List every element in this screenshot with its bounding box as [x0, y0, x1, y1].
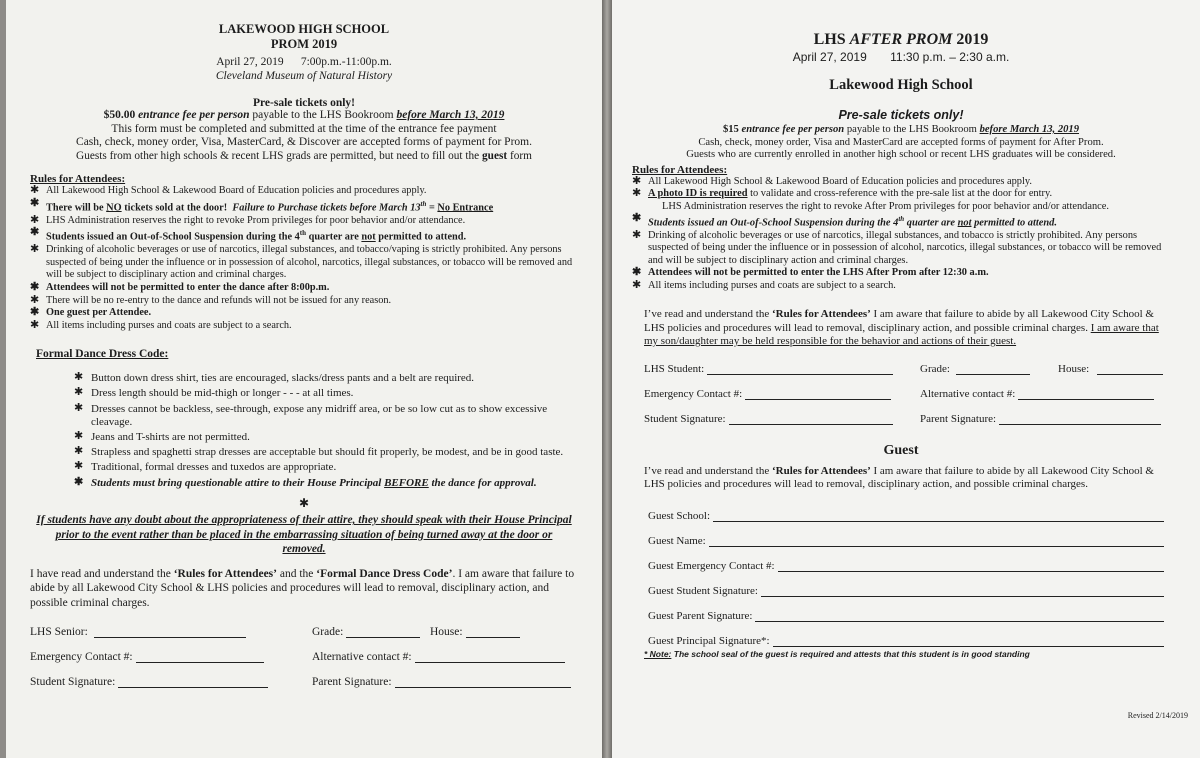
contact-row	[632, 388, 1170, 400]
event-date-time: April 27, 2019 7:00p.m.-11:00p.m.	[216, 56, 392, 68]
guest-school-field[interactable]: Guest School:	[632, 510, 1170, 522]
ornament-icon: ✱	[298, 496, 310, 511]
event-date-time: April 27, 2019 11:30 p.m. – 2:30 a.m.	[792, 50, 1010, 64]
guest-acknowledgement: I’ve read and understand the ‘Rules for Attendees’ I am aware that failure to abide by all Lakewood City School & LHS policies and procedures will lead to removal, disciplinary action, and possible criminal charges.	[644, 464, 1154, 491]
dress-item: ✱ Students must bring questionable attire to their House Principal BEFORE the dance for approval.	[74, 475, 537, 489]
dress-item: ✱ Dresses cannot be backless, see-through, expose any midriff area, or be so low cut as to show excessive cleavage.	[74, 401, 548, 429]
rule-item: ✱ Drinking of alcoholic beverages or use of narcotics, illegal substances, and tobacco/vaping is strictly prohibited. Any persons suspected of being under the influence or in possession of alcohol, narcotics, illegal substances, or tobacco will be removed and will be subject to disciplinary action and criminal charges.	[30, 243, 573, 281]
bullet-icon: ✱	[632, 228, 642, 241]
prom-form-sheet	[6, 0, 602, 758]
senior-row	[30, 626, 578, 638]
bullet-icon: ✱	[30, 226, 40, 239]
school-title: LAKEWOOD HIGH SCHOOL	[218, 22, 390, 36]
rule-item: ✱ A photo ID is required to validate and cross-reference with the pre-sale list at the door for entry. LHS Administration reserves the right to revoke After Prom privileges for poor behavior and/or attendance.	[632, 187, 1109, 212]
guest-student-signature-field[interactable]: Guest Student Signature:	[632, 585, 1170, 597]
event-venue: Cleveland Museum of Natural History	[215, 70, 393, 82]
signature-row	[30, 676, 578, 688]
bullet-icon: ✱	[74, 386, 84, 399]
dress-item: ✱ Button down dress shirt, ties are encouraged, slacks/dress pants and a belt are required.	[74, 371, 475, 385]
rules-heading: Rules for Attendees:	[632, 163, 728, 176]
signature-row	[632, 413, 1170, 425]
bullet-icon: ✱	[74, 445, 84, 458]
guest-heading: Guest	[883, 442, 919, 458]
rule-item: ✱ Drinking of alcoholic beverages or use of narcotics, illegal substances, and tobacco is strictly prohibited. Any persons suspected of being under the influence or in possession of alcohol, narcotics, illegal substances, or tobacco will be removed and will be subject to disciplinary action and criminal charges.	[632, 228, 1162, 266]
after-prom-title: LHS AFTER PROM 2019	[813, 31, 989, 48]
bullet-icon: ✱	[74, 371, 84, 384]
house-field[interactable]: House:	[430, 626, 520, 638]
grade-field[interactable]: Grade:	[920, 363, 1058, 375]
bullet-icon: ✱	[30, 184, 40, 196]
rule-item: ✱ LHS Administration reserves the right to revoke Prom privileges for poor behavior and/or attendance.	[30, 213, 466, 226]
parent-signature-field[interactable]: Parent Signature:	[312, 676, 571, 688]
bullet-icon: ✱	[74, 430, 84, 443]
rule-item: ✱ Students issued an Out-of-School Suspension during the 4th quarter are not permitted to attend.	[632, 212, 1057, 229]
emergency-contact-field[interactable]: Emergency Contact #:	[30, 651, 312, 663]
house-field[interactable]: House:	[1058, 363, 1163, 375]
bullet-icon: ✱	[632, 187, 642, 200]
rule-item: ✱ All items including purses and coats are subject to a search.	[632, 278, 896, 291]
rule-item: ✱ All Lakewood High School & Lakewood Board of Education policies and procedures apply.	[30, 184, 427, 196]
bullet-icon: ✱	[30, 281, 40, 293]
guest-principal-signature-field[interactable]: Guest Principal Signature*:	[632, 635, 1170, 647]
after-prom-form-sheet	[612, 0, 1200, 758]
rule-item: ✱ Attendees will not be permitted to enter the dance after 8:00p.m.	[30, 281, 330, 293]
revision-date: Revised 2/14/2019	[1127, 711, 1188, 720]
bullet-icon: ✱	[632, 266, 642, 279]
fee-line: $50.00 entrance fee per person payable to the LHS Bookroom before March 13, 2019	[103, 109, 505, 121]
guest-emergency-field[interactable]: Guest Emergency Contact #:	[632, 560, 1170, 572]
bullet-icon: ✱	[30, 318, 40, 331]
acknowledgement: I’ve read and understand the ‘Rules for Attendees’ I am aware that failure to abide by all Lakewood City School & LHS policies and procedures will lead to removal, disciplinary action, and possible criminal charges. I am aware that my son/daughter may be held responsible for the behavior and actions of their guest.	[644, 307, 1159, 348]
form-submit-line: This form must be completed and submitted at the time of the entrance fee payment	[111, 122, 497, 135]
bullet-icon: ✱	[30, 293, 40, 306]
payment-line: Cash, check, money order, Visa and MasterCard are accepted forms of payment for After Prom.	[698, 136, 1104, 148]
fee-line: $15 entrance fee per person payable to the LHS Bookroom before March 13, 2019	[722, 124, 1080, 135]
student-signature-field[interactable]: Student Signature:	[644, 413, 920, 425]
rule-item: ✱ Students issued an Out-of-School Suspension during the 4th quarter are not permitted to attend.	[30, 226, 467, 243]
guest-parent-signature-field[interactable]: Guest Parent Signature:	[632, 610, 1170, 622]
bullet-icon: ✱	[74, 475, 84, 488]
prom-title: PROM 2019	[270, 37, 338, 51]
page-gutter	[602, 0, 612, 758]
rules-heading: Rules for Attendees:	[30, 173, 126, 185]
rule-item: ✱ All items including purses and coats are subject to a search.	[30, 318, 292, 331]
guest-seal-note: * Note: The school seal of the guest is required and attests that this student is in good standing	[644, 648, 1030, 659]
emergency-contact-field[interactable]: Emergency Contact #:	[644, 388, 920, 400]
school-name: Lakewood High School	[829, 77, 973, 93]
bullet-icon: ✱	[74, 401, 84, 414]
bullet-icon: ✱	[632, 212, 642, 224]
dress-code-heading: Formal Dance Dress Code:	[36, 348, 169, 361]
bullet-icon: ✱	[632, 174, 642, 187]
rule-item: ✱ All Lakewood High School & Lakewood Board of Education policies and procedures apply.	[632, 174, 1032, 187]
attire-doubt-notice: If students have any doubt about the appropriateness of their attire, they should speak with their House Principal prior to the event rather than be placed in the embarrassing situation of being turned away at the door or removed.	[36, 514, 572, 556]
guests-line: Guests from other high schools & recent LHS grads are permitted, but need to fill out the guest form	[76, 149, 532, 162]
bullet-icon: ✱	[30, 306, 40, 319]
rule-item: ✱ There will be no re-entry to the dance and refunds will not be issued for any reason.	[30, 293, 392, 306]
rules-list	[30, 185, 578, 332]
rule-item: ✱ Attendees will not be permitted to enter the LHS After Prom after 12:30 a.m.	[632, 266, 989, 279]
student-row	[632, 363, 1170, 375]
dress-item: ✱ Jeans and T-shirts are not permitted.	[74, 430, 250, 444]
dress-item: ✱ Strapless and spaghetti strap dresses are acceptable but should fit properly, be modest, and be in good taste.	[74, 445, 564, 459]
contact-row	[30, 651, 578, 663]
dress-item: ✱ Dress length should be mid-thigh or longer - - - at all times.	[74, 386, 354, 400]
bullet-icon: ✱	[30, 213, 40, 226]
acknowledgement: I have read and understand the ‘Rules for Attendees’ and the ‘Formal Dance Dress Code’. I am aware that failure to abide by all Lakewood City School & LHS policies and procedures will lead to removal, disciplinary action, and possible criminal charges.	[30, 567, 575, 609]
grade-field[interactable]: Grade:	[312, 626, 430, 638]
student-signature-field[interactable]: Student Signature:	[30, 676, 312, 688]
dress-code-list	[30, 372, 578, 490]
alt-contact-field[interactable]: Alternative contact #:	[920, 388, 1154, 400]
guest-name-field[interactable]: Guest Name:	[632, 535, 1170, 547]
student-field[interactable]: LHS Student:	[644, 363, 920, 375]
bullet-icon: ✱	[30, 196, 40, 209]
senior-field[interactable]: LHS Senior:	[30, 626, 312, 638]
rules-list	[632, 176, 1170, 292]
bullet-icon: ✱	[632, 278, 642, 291]
payment-line: Cash, check, money order, Visa, MasterCard, & Discover are accepted forms of payment for Prom.	[76, 136, 532, 148]
presale-heading: Pre-sale tickets only!	[253, 97, 355, 109]
rule-item: ✱ One guest per Attendee.	[30, 306, 152, 319]
alt-contact-field[interactable]: Alternative contact #:	[312, 651, 565, 663]
dress-item: ✱ Traditional, formal dresses and tuxedos are appropriate.	[74, 460, 337, 474]
bullet-icon: ✱	[74, 460, 84, 473]
presale-heading: Pre-sale tickets only!	[838, 108, 964, 122]
bullet-icon: ✱	[30, 243, 40, 256]
parent-signature-field[interactable]: Parent Signature:	[920, 413, 1161, 425]
rule-item: ✱ There will be NO tickets sold at the door! Failure to Purchase tickets before March 13th = No Entrance	[30, 196, 494, 214]
guests-line: Guests who are currently enrolled in another high school or recent LHS graduates will be considered.	[686, 149, 1116, 161]
